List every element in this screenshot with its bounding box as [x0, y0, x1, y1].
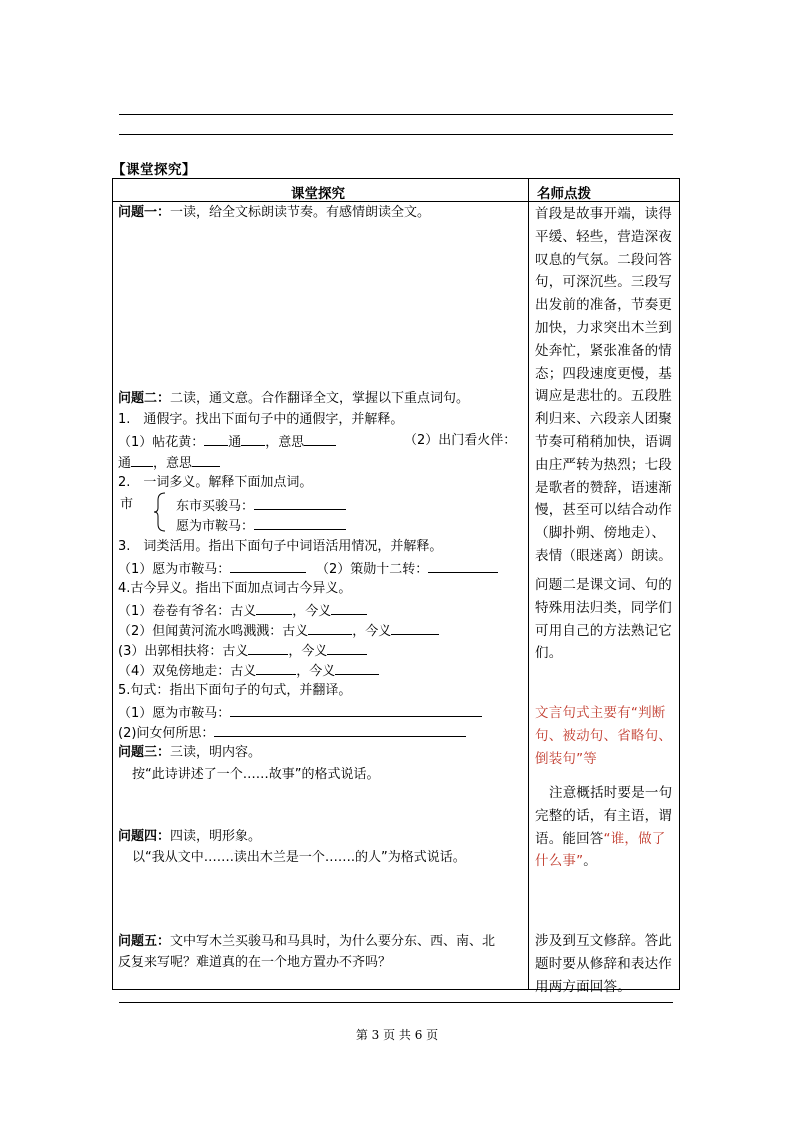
q2-section-1-title: 1. 通假字。找出下面句子中的通假字，并解释。 [118, 412, 404, 427]
q2-s3-item-a: （1）愿为市鞍马： [118, 559, 306, 579]
question-5-line-2: 反复来写呢？难道真的在一个地方置办不齐吗？ [118, 955, 392, 970]
question-3-prompt: 按“此诗讲述了一个……故事”的格式说话。 [132, 767, 380, 782]
top-rule-1 [119, 114, 673, 115]
question-4-prompt: 以“我从文中…….读出木兰是一个…….的人”为格式说话。 [132, 850, 466, 865]
q2-s2-item-a: 东市买骏马： [176, 496, 346, 516]
q2-s5-item-b: (2)问女何所思： [118, 723, 466, 743]
q2-s4-item: (3）出郭相扶将：古义 ，今义 [118, 641, 367, 661]
tip-word-usage: 问题二是课文词、句的特殊用法归类，同学们可用自己的方法熟记它们。 [535, 577, 672, 662]
q2-section-3-title: 3. 词类活用。指出下面句子中词语活用情况，并解释。 [118, 539, 443, 554]
q2-s5-item-a: （1）愿为市鞍马： [118, 703, 482, 723]
question-2: 问题二：二读，通文意。合作翻译全文，掌握以下重点词句。 [118, 391, 470, 406]
q2-section-2-title: 2. 一词多义。解释下面加点词。 [118, 475, 313, 490]
footer-rule [119, 1002, 673, 1003]
column-divider [528, 179, 529, 989]
q2-s4-item: （4）双兔傍地走：古义 ，今义 [118, 661, 379, 681]
page-number: 第 3 页 共 6 页 [355, 1028, 439, 1042]
question-4: 问题四：四读，明形象。 [118, 829, 262, 844]
section-title: 【课堂探究】 [112, 162, 196, 178]
curly-brace-icon [153, 492, 167, 532]
q2-s4-item: （1）卷卷有爷名：古义 ，今义 [118, 601, 367, 621]
q2-s4-item: （2）但闻黄河流水鸣溅溅：古义 ，今义 [118, 621, 439, 641]
tip-summary: 注意概括时要是一句完整的话，有主语，谓语。能回答“谁，做了什么事”。 [535, 785, 673, 870]
q2-section-5-title: 5.句式：指出下面句子的句式，并翻译。 [118, 683, 352, 698]
col2-header: 名师点拨 [537, 186, 591, 202]
q2-s2-item-b: 愿为市鞍马： [176, 516, 346, 536]
q2-s2-word: 市 [120, 497, 134, 512]
question-1: 问题一：一读，给全文标朗读节奏。有感情朗读全文。 [118, 205, 431, 220]
col1-header: 课堂探究 [291, 186, 345, 202]
q2-s1-item-a: （1）帖花黄： 通 ，意思 [118, 432, 336, 452]
tip-sentence-patterns: 文言句式主要有“判断句、被动句、省略句、倒装句”等 [535, 705, 672, 767]
q2-s1-item-b: （2）出门看火伴： [404, 433, 517, 448]
question-5: 问题五：文中写木兰买骏马和马具时，为什么要分东、西、南、北 [118, 934, 496, 949]
tip-reading-rhythm: 首段是故事开端，读得平缓、轻些，营造深夜叹息的气氛。二段问答句，可深沉些。三段写出发前的准备，节奏更加快，力求突出木兰到处奔忙，紧张准备的情态；四段速度更慢，基调应是悲壮的。五段胜利归来、六段亲人团聚节奏可稍稍加快，语调由庄严转为热烈；七段是歌者的赞辞，语速渐慢，甚至可以结合动作（脚扑朔、傍地走）、表情（眼迷离）朗读。 [535, 206, 672, 564]
q2-s3-item-b: （2）策勋十二转： [316, 559, 498, 579]
question-3: 问题三：三读，明内容。 [118, 745, 262, 760]
top-rule-2 [119, 134, 673, 135]
q2-section-4-title: 4.古今异义。指出下面加点词古今异义。 [118, 581, 352, 596]
table-header-row [113, 179, 679, 202]
q2-s1-item-c: 通 ，意思 [118, 453, 220, 473]
tip-intertextuality: 涉及到互文修辞。答此题时要从修辞和表达作用两方面回答。 [535, 933, 672, 995]
